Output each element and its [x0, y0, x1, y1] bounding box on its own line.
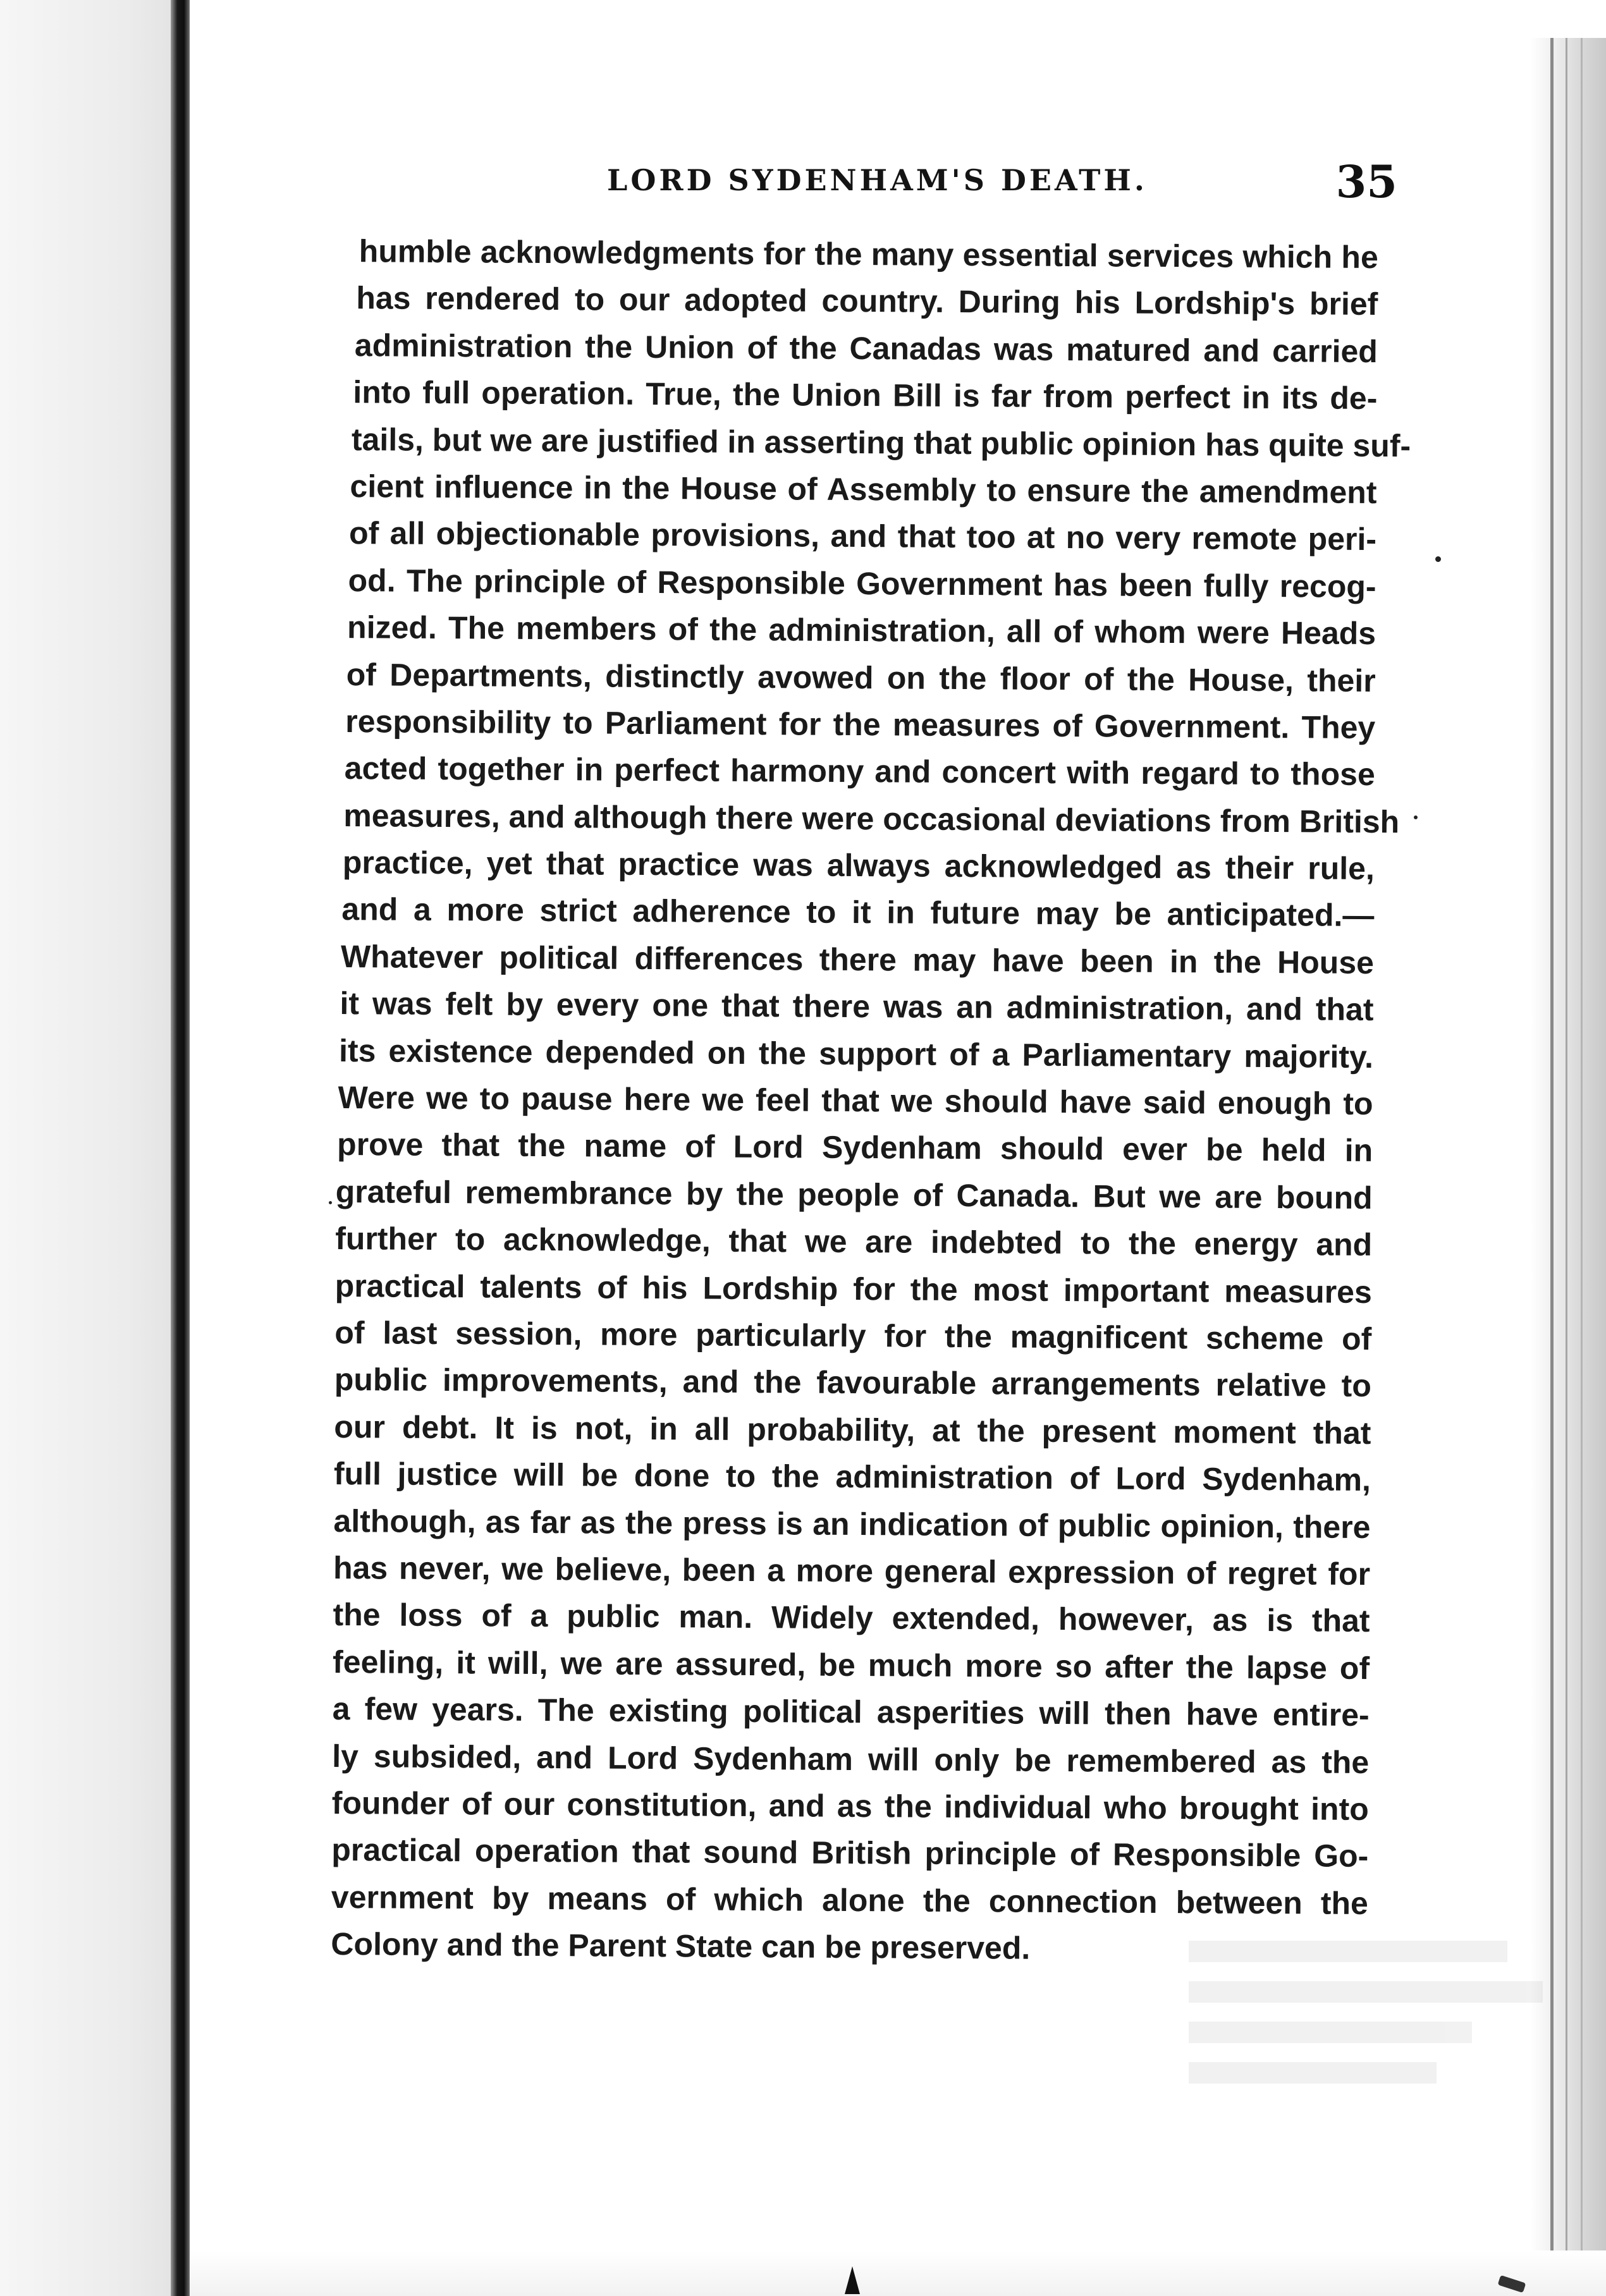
text-line: further to acknowledge, that we are indebted to the energy and: [335, 1221, 1373, 1263]
text-line: vernment by means of which alone the connection between the: [331, 1879, 1369, 1921]
text-line: measures, and although there were occasional deviations from British: [343, 797, 1400, 840]
text-line: acted together in perfect harmony and concert with regard to those: [344, 750, 1375, 793]
text-line: ly subsided, and Lord Sydenham will only be remembered as the: [332, 1738, 1370, 1780]
text-line: has never, we believe, been a more general expression of regret for: [333, 1549, 1371, 1592]
page-header: [607, 156, 1397, 220]
fore-edge-line: [1566, 38, 1567, 2263]
text-line: our debt. It is not, in all probability, at the present moment that: [334, 1408, 1371, 1451]
text-line: Were we to pause here we feel that we should have said enough to: [338, 1080, 1373, 1122]
body-text: [331, 228, 1411, 1974]
page-bottom-shadow: [190, 2250, 1606, 2296]
text-line: practice, yet that practice was always acknowledged as their rule,: [342, 845, 1375, 887]
text-line: although, as far as the press is an indication of public opinion, there: [333, 1503, 1371, 1545]
text-line: a few years. The existing political asperities will then have entire-: [332, 1691, 1370, 1733]
text-line: it was felt by every one that there was an administration, and that: [340, 986, 1374, 1028]
text-line: practical talents of his Lordship for the most important measures: [334, 1267, 1372, 1310]
text-line: the loss of a public man. Widely extended, however, as is that: [333, 1597, 1370, 1639]
text-line: Whatever political differences there may have been in the House: [340, 938, 1375, 980]
running-title: LORD SYDENHAM'S DEATH.: [607, 163, 1148, 197]
text-line: of Departments, distinctly avowed on the floor of the House, their: [346, 656, 1376, 699]
scan-speck: [1414, 815, 1418, 819]
text-line: prove that the name of Lord Sydenham should ever be held in: [336, 1127, 1373, 1169]
scan-speck: [329, 1201, 332, 1204]
scan-speck: [1435, 556, 1441, 562]
fore-edge-line: [1550, 38, 1554, 2263]
text-line: and a more strict adherence to it in future may be anticipated.—: [341, 891, 1375, 934]
text-line: od. The principle of Responsible Government has been fully recog-: [348, 562, 1376, 604]
text-line-last: Colony and the Parent State can be preserved.: [331, 1926, 1031, 1966]
text-line: founder of our constitution, and as the individual who brought into: [331, 1785, 1369, 1827]
text-line: its existence depended on the support of a Parliamentary majority.: [338, 1032, 1374, 1075]
facing-page-edge: [0, 0, 180, 2296]
fore-edge-line: [1581, 38, 1583, 2263]
text-line: tails, but we are justified in asserting that public opinion has quite suf-: [351, 421, 1411, 463]
page-number: 35: [1335, 156, 1397, 208]
text-line: nized. The members of the administration, all of whom were Heads: [346, 609, 1376, 652]
text-line: full justice will be done to the administration of Lord Sydenham,: [333, 1456, 1371, 1498]
text-line: practical operation that sound British principle of Responsible Go-: [331, 1832, 1369, 1874]
book-gutter-shadow: [171, 0, 190, 2296]
text-line: responsibility to Parliament for the measures of Government. They: [345, 703, 1376, 745]
text-line: has rendered to our adopted country. During his Lordship's brief: [356, 280, 1378, 322]
binding-mark: [845, 2266, 860, 2294]
text-line: of last session, more particularly for the magnificent scheme of: [334, 1314, 1372, 1357]
text-line: public improvements, and the favourable arrangements relative to: [334, 1362, 1372, 1404]
text-line: grateful remembrance by the people of Canada. But we are bound: [335, 1173, 1373, 1216]
text-line: administration the Union of the Canadas was matured and carried: [354, 327, 1378, 369]
text-line: humble acknowledgments for the many essential services which he: [359, 233, 1378, 276]
text-line: of all objectionable provisions, and that too at no very remote peri-: [348, 515, 1377, 558]
text-line: feeling, it will, we are assured, be much more so after the lapse of: [332, 1644, 1370, 1686]
text-line: cient influence in the House of Assembly to ensure the amendment: [350, 468, 1377, 510]
text-line: into full operation. True, the Union Bill is far from perfect in its de-: [353, 374, 1378, 417]
